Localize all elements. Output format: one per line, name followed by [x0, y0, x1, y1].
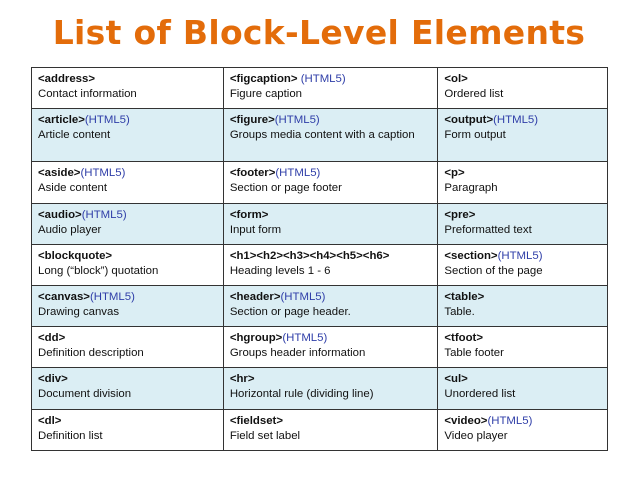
table-cell — [438, 327, 608, 368]
table-cell — [32, 203, 224, 244]
html5-note: (HTML5) — [297, 73, 346, 85]
element-tag: <canvas> — [38, 291, 90, 304]
html5-note: (HTML5) — [89, 291, 135, 304]
table-cell — [32, 244, 224, 285]
element-tag: <table> — [444, 291, 485, 304]
elements-table — [31, 67, 608, 451]
element-description: Section or page header. — [229, 306, 351, 319]
table-cell — [223, 244, 438, 285]
html5-note: (HTML5) — [80, 167, 126, 180]
elements-table-body — [32, 68, 608, 451]
table-cell — [438, 286, 608, 327]
element-tag: <figcaption> — [229, 73, 298, 85]
element-description: Drawing canvas — [38, 306, 120, 319]
table-cell — [438, 409, 608, 450]
table-cell — [32, 162, 224, 203]
element-tag: <header> — [229, 291, 281, 304]
element-description: Article content — [38, 129, 111, 142]
element-tag: <hgroup> — [229, 332, 283, 345]
table-row — [32, 327, 608, 368]
table-cell — [438, 162, 608, 203]
table-cell — [438, 368, 608, 409]
element-description: Definition list — [38, 429, 103, 442]
element-tag: <footer> — [229, 167, 276, 180]
element-tag: <ol> — [444, 73, 468, 85]
table-cell — [32, 286, 224, 327]
table-cell — [223, 286, 438, 327]
element-description: Heading levels 1 - 6 — [229, 264, 331, 277]
element-description: Paragraph — [444, 182, 498, 195]
table-row — [32, 109, 608, 162]
element-tag: <audio> — [38, 208, 82, 221]
element-tag: <h1><h2><h3><h4><h5><h6> — [229, 249, 390, 262]
html5-note: (HTML5) — [81, 208, 127, 221]
element-description: Section of the page — [444, 264, 543, 277]
html5-note: (HTML5) — [275, 167, 321, 180]
element-tag: <video> — [444, 414, 488, 427]
html5-note: (HTML5) — [282, 332, 328, 345]
element-tag: <fieldset> — [229, 414, 283, 427]
element-tag: <tfoot> — [444, 332, 483, 345]
element-description: Groups media content with a caption — [229, 129, 415, 142]
element-tag: <aside> — [38, 167, 81, 180]
table-row — [32, 244, 608, 285]
table-cell — [32, 368, 224, 409]
element-description: Groups header information — [229, 347, 366, 360]
table-cell — [32, 409, 224, 450]
html5-note: (HTML5) — [84, 114, 130, 127]
element-description: Unordered list — [444, 388, 516, 401]
table-cell — [223, 109, 438, 162]
table-cell — [223, 162, 438, 203]
table-cell — [223, 409, 438, 450]
element-tag: <address> — [38, 73, 95, 85]
element-description: Definition description — [38, 347, 144, 360]
html5-note: (HTML5) — [493, 114, 539, 127]
table-cell — [223, 203, 438, 244]
element-tag: <section> — [444, 249, 498, 262]
table-cell — [438, 109, 608, 162]
table-cell — [32, 68, 224, 109]
element-tag: <ul> — [444, 373, 468, 386]
table-cell — [438, 203, 608, 244]
element-description: Input form — [229, 223, 282, 236]
element-tag: <div> — [38, 373, 68, 386]
element-tag: <output> — [444, 114, 494, 127]
table-cell — [223, 368, 438, 409]
element-tag: <hr> — [229, 373, 255, 386]
element-description: Table. — [444, 306, 475, 319]
element-description: Ordered list — [444, 88, 504, 100]
table-row — [32, 286, 608, 327]
element-description: Video player — [444, 429, 508, 442]
html5-note: (HTML5) — [487, 414, 533, 427]
element-description: Long (“block”) quotation — [38, 264, 159, 277]
element-tag: <figure> — [229, 114, 275, 127]
element-description: Field set label — [229, 429, 301, 442]
table-cell — [223, 327, 438, 368]
element-description: Preformatted text — [444, 223, 532, 236]
element-tag: <p> — [444, 167, 465, 180]
table-row — [32, 162, 608, 203]
table-cell — [32, 109, 224, 162]
table-row — [32, 409, 608, 450]
element-description: Table footer — [444, 347, 504, 360]
element-tag: <dl> — [38, 414, 62, 427]
table-cell — [223, 68, 438, 109]
table-row — [32, 203, 608, 244]
element-tag: <dd> — [38, 332, 66, 345]
table-cell — [438, 244, 608, 285]
element-description: Audio player — [38, 223, 102, 236]
element-description: Contact information — [38, 88, 137, 100]
element-description: Form output — [444, 129, 506, 142]
element-description: Horizontal rule (dividing line) — [229, 388, 374, 401]
element-description: Document division — [38, 388, 132, 401]
element-tag: <form> — [229, 208, 269, 221]
html5-note: (HTML5) — [274, 114, 320, 127]
page-title: List of Block-Level Elements — [52, 13, 586, 52]
html5-note: (HTML5) — [280, 291, 326, 304]
html5-note: (HTML5) — [497, 249, 543, 262]
element-tag: <article> — [38, 114, 85, 127]
table-cell — [32, 327, 224, 368]
element-description: Section or page footer — [229, 182, 342, 195]
table-cell — [438, 68, 608, 109]
table-row — [32, 68, 608, 109]
element-description: Figure caption — [229, 88, 302, 100]
table-row — [32, 368, 608, 409]
element-description: Aside content — [38, 182, 108, 195]
element-tag: <pre> — [444, 208, 476, 221]
element-tag: <blockquote> — [38, 249, 113, 262]
